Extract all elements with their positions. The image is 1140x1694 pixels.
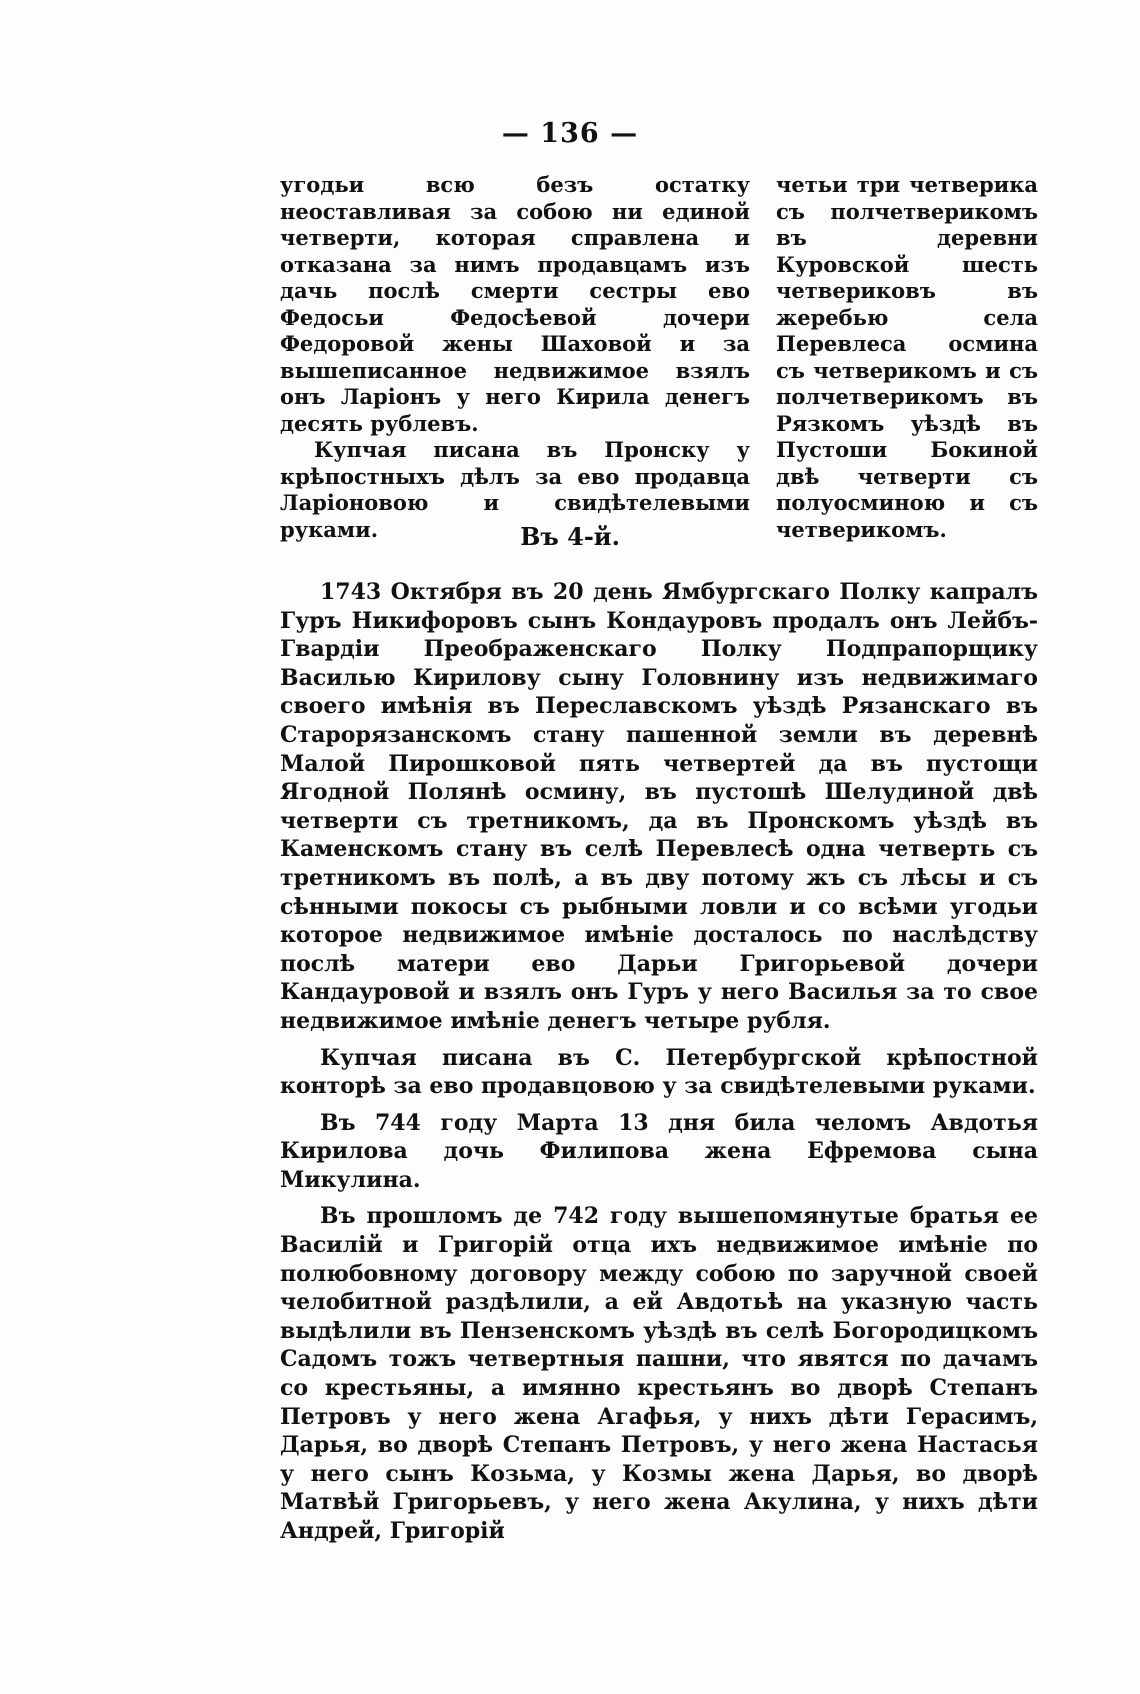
body-text [280, 578, 1038, 1554]
left-column [280, 172, 750, 543]
right-column-paragraph: четьи три четверика съ полчетверикомъ въ деревни Куровской шесть четвериковъ въ жеребью села Перевлеса осмина съ четверикомъ и съ полчетверикомъ въ Рязкомъ уѣздѣ въ Пустоши Бокиной двѣ четверти съ полуосминою и съ четверикомъ. [776, 172, 1038, 542]
body-paragraph-1: 1743 Октября въ 20 день Ямбургскаго Полку капралъ Гуръ Никифоровъ сынъ Кондауровъ продалъ онъ Лейбъ-Гвардіи Преображенскаго Полку Подпрапорщику Василью Кирилову сыну Головнину изъ недвижимаго своего имѣнія въ Переславскомъ уѣздѣ Рязанскаго въ Старорязанскомъ стану пашенной земли въ деревнѣ Малой Пирошковой пять четвертей да въ пустощи Ягодной Полянѣ осмину, въ пустошѣ Шелудиной двѣ четверти съ третникомъ, да въ Пронскомъ уѣздѣ въ Каменскомъ стану въ селѣ Перевлесѣ одна четверть съ третникомъ въ полѣ, а въ дву потому жъ съ лѣсы и съ сѣнными покосы съ рыбными ловли и со всѣми угодьи которое недвижимое имѣніе досталось по наслѣдству послѣ матери ево Дарьи Григорьевой дочери Кандауровой и взялъ онъ Гуръ у него Василья за то свое недвижимое имѣніе денегъ четыре рубля. [280, 579, 1038, 1034]
body-paragraph-3: Въ 744 году Марта 13 дня била челомъ Авдотья Кирилова дочь Филипова жена Ефремова сына Микулина. [280, 1109, 1038, 1193]
page-number: — 136 — [501, 118, 639, 149]
body-paragraph-4: Въ прошломъ де 742 году вышепомянутые братья ее Василій и Григорій отца ихъ недвижимое имѣніе по полюбовному договору между собою по заручной своей челобитной раздѣлили, а ей Авдотьѣ на указную часть выдѣлили въ Пензенскомъ уѣздѣ въ селѣ Богородицкомъ Садомъ тожъ четвертныя пашни, что явятся по дачамъ со крестьяны, а имянно крестьянъ во дворѣ Степанъ Петровъ у него жена Агафья, у нихъ дѣти Герасимъ, Дарья, во дворѣ Степанъ Петровъ, у него жена Настасья у него сынъ Козьма, у Козмы жена Дарья, во дворѣ Матвѣй Григорьевъ, у него жена Акулина, у нихъ дѣти Андрей, Григорій [280, 1203, 1038, 1544]
right-column [776, 172, 1038, 543]
section-heading: Въ 4-й. [520, 522, 620, 551]
left-column-paragraph-1: угодьи всю безъ остатку неоставливая за собою ни единой четверти, которая справлена и отказана за нимъ продавцамъ изъ дачь послѣ смерти сестры ево Федосьи Федосѣевой дочери Федоровой жены Шаховой и за вышеписанное недвижимое взялъ онъ Ларіонъ у него Кирила денегъ десять рублевъ. [280, 172, 750, 436]
left-column-paragraph-2: Купчая писана въ Пронску у крѣпостныхъ дѣлъ за ево продавца Ларіоновою и свидѣтелевыми руками. [280, 437, 750, 542]
body-paragraph-2: Купчая писана въ С. Петербургской крѣпостной конторѣ за ево продавцовою у за свидѣтелевыми руками. [280, 1044, 1038, 1100]
